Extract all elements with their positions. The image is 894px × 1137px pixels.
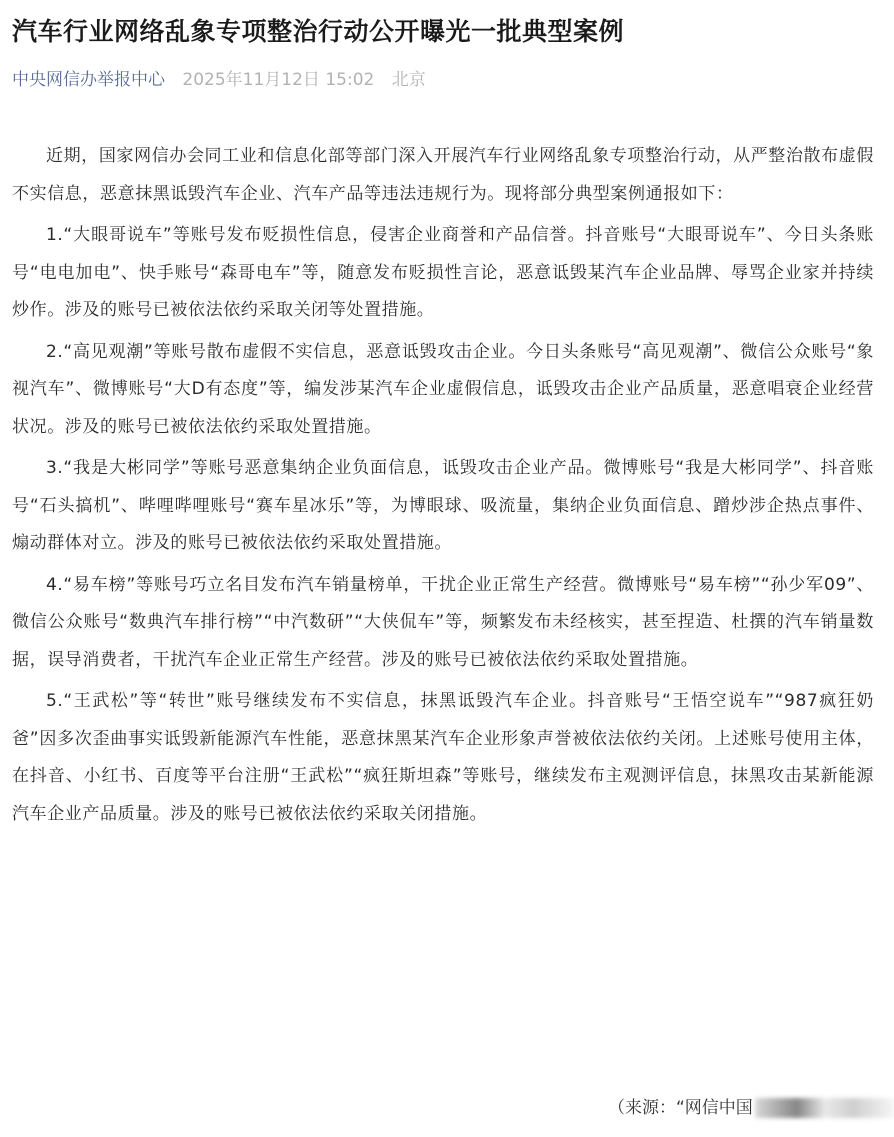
article-meta [12, 66, 426, 94]
source-credit: （来源：“网信中国 [608, 1098, 753, 1118]
watermark-blur [755, 1098, 894, 1118]
article-title: 汽车行业网络乱象专项整治行动公开曝光一批典型案例 [12, 17, 625, 46]
intro-paragraph: 近期，国家网信办会同工业和信息化部等部门深入开展汽车行业网络乱象专项整治行动，从严整治散布虚假不实信息，恶意抹黑诋毁汽车企业、汽车产品等违法违规行为。现将部分典型案例通报如下： [12, 146, 874, 204]
case-paragraph-4: 4.“易车榜”等账号巧立名目发布汽车销量榜单，干扰企业正常生产经营。微博账号“易车榜”“孙少军09”、微信公众账号“数典汽车排行榜”“中汽数研”“大侠侃车”等，频繁发布未经核实，甚至捏造、杜撰的汽车销量数据，误导消费者，干扰汽车企业正常生产经营。涉及的账号已被依法依约采取处置措施。 [12, 574, 874, 670]
case-paragraph-2: 2.“高见观潮”等账号散布虚假不实信息，恶意诋毁攻击企业。今日头条账号“高见观潮”、微信公众账号“象视汽车”、微博账号“大D有态度”等，编发涉某汽车企业虚假信息，诋毁攻击企业产品质量，恶意唱衰企业经营状况。涉及的账号已被依法依约采取处置措施。 [12, 341, 874, 437]
source-link[interactable]: 中央网信办举报中心 [12, 70, 165, 90]
publish-location: 北京 [391, 70, 426, 90]
publish-date: 2025年11月12日 15:02 [182, 70, 375, 90]
article-body [12, 138, 874, 837]
case-paragraph-3: 3.“我是大彬同学”等账号恶意集纳企业负面信息，诋毁攻击企业产品。微博账号“我是大彬同学”、抖音账号“石头搞机”、哔哩哔哩账号“赛车星冰乐”等，为博眼球、吸流量，集纳企业负面信息、蹭炒涉企热点事件、煽动群体对立。涉及的账号已被依法依约采取处置措施。 [12, 458, 874, 553]
source-footer [608, 1093, 894, 1118]
case-paragraph-5: 5.“王武松”等“转世”账号继续发布不实信息，抹黑诋毁汽车企业。抖音账号“王悟空说车”“987疯狂奶爸”因多次歪曲事实诋毁新能源汽车性能，恶意抹黑某汽车企业形象声誉被依法依约关闭。上述账号使用主体，在抖音、小红书、百度等平台注册“王武松”“疯狂斯坦森”等账号，继续发布主观测评信息，抹黑攻击某新能源汽车企业产品质量。涉及的账号已被依法依约采取关闭措施。 [12, 691, 874, 824]
case-paragraph-1: 1.“大眼哥说车”等账号发布贬损性信息，侵害企业商誉和产品信誉。抖音账号“大眼哥说车”、今日头条账号“电电加电”、快手账号“森哥电车”等，随意发布贬损性言论，恶意诋毁某汽车企业品牌、辱骂企业家并持续炒作。涉及的账号已被依法依约采取关闭等处置措施。 [12, 225, 874, 320]
